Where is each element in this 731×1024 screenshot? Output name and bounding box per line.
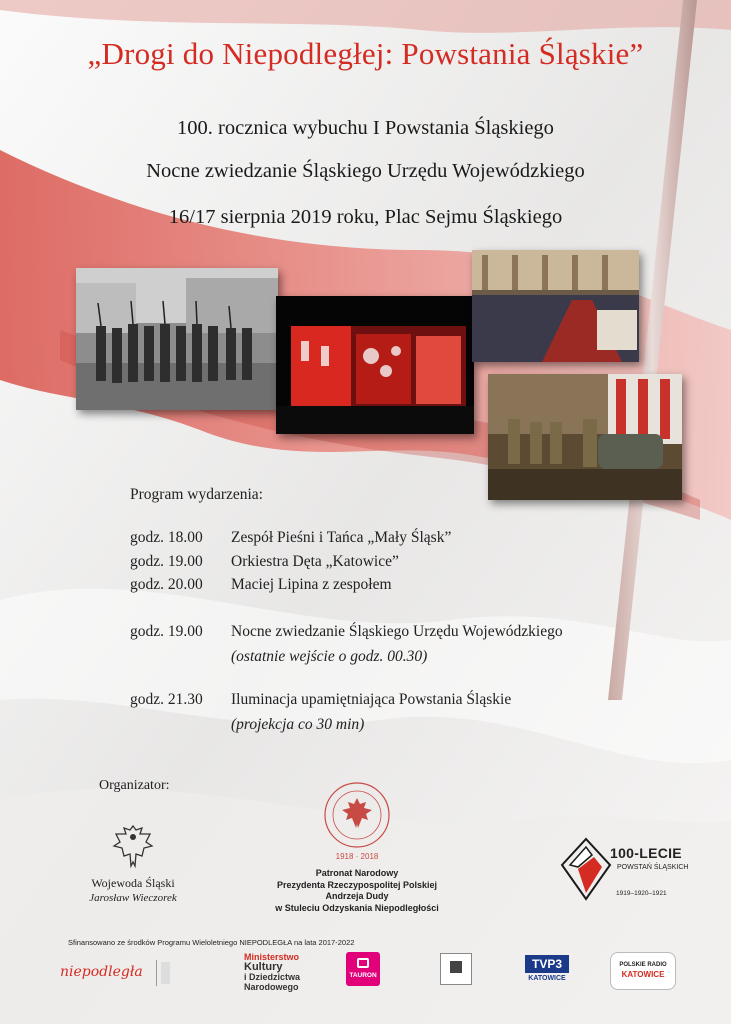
program-item [130,691,511,709]
organizer-name: Wojewoda Śląski [91,876,175,890]
sponsor-theatre-logo [440,953,472,985]
sponsor-tvp3 [525,955,569,989]
program-item [130,529,451,547]
patronage-line: Andrzeja Dudy [325,891,389,901]
radio-line: POLSKIE RADIO [619,962,667,968]
patronage-years: 1918 · 2018 [335,852,379,861]
radio-line: KATOWICE [621,970,665,979]
ministerstwo-line: Ministerstwo [244,952,300,962]
organizer-person: Jarosław Wieczorek [89,892,177,904]
page-title: „Drogi do Niepodległej: Powstania Śląskie” [87,36,644,71]
anniversary-flag-icon [560,835,612,901]
anniversary-years: 1919–1920–1921 [616,890,667,897]
sponsor-polskie-radio [610,952,676,990]
photo-illuminated-building [276,296,474,434]
niepodlegla-logo-text: niepodległa [60,964,143,980]
program-heading: Program wydarzenia: [130,486,263,503]
patronage-text [252,868,462,914]
photo-historic-insurgents [76,268,278,410]
program-time: godz. 20.00 [130,576,203,593]
subtitle-anniversary: 100. rocznica wybuchu I Powstania Śląskiego [177,117,554,139]
program-desc: Iluminacja upamiętniająca Powstania Śląskie [231,691,512,708]
anniversary-small: POWSTAŃ ŚLĄSKICH [617,864,689,871]
funding-note: Sfinansowano ze środków Programu Wieloletniego NIEPODLEGŁA na lata 2017-2022 [68,938,355,947]
tvp3-logo-text: TVP3 [525,955,569,973]
ministerstwo-line: Narodowego [244,982,299,992]
subtitle-date-place: 16/17 sierpnia 2019 roku, Plac Sejmu Śląskiego [168,206,563,228]
tvp3-city: KATOWICE [528,975,566,982]
photo-assembly-hall [472,250,639,362]
program-item [130,553,399,571]
patronage-line: Prezydenta Rzeczypospolitej Polskiej [276,879,438,890]
anniversary-big: 100-LECIE [610,845,682,861]
organizer-label: Organizator: [99,778,170,793]
program-time: godz. 18.00 [130,529,203,546]
sponsor-ministerstwo [244,952,300,992]
program-note: (projekcja co 30 min) [231,716,365,733]
program-time: godz. 19.00 [130,553,203,570]
program-desc: Orkiestra Dęta „Katowice” [231,553,399,570]
program-item [130,623,563,641]
centenary-seal-icon [322,780,392,850]
subtitle-tour: Nocne zwiedzanie Śląskiego Urzędu Wojewódzkiego [146,160,585,182]
tauron-text: TAURON [349,972,377,979]
sponsor-niepodlegla [60,954,170,994]
sponsor-tauron [346,952,380,986]
program-desc: Zespół Pieśni i Tańca „Mały Śląsk” [231,529,452,546]
photo-toy-soldiers [488,374,682,500]
program-time: godz. 19.00 [130,623,203,640]
ministerstwo-line: i Dziedzictwa [244,972,301,982]
program-desc: Maciej Lipina z zespołem [231,576,392,593]
program-time: godz. 21.30 [130,691,203,708]
patronage-line: Patronat Narodowy [315,868,399,878]
patronage-line: w Stuleciu Odzyskania Niepodległości [275,902,439,913]
program-item [130,576,392,594]
program-desc: Nocne zwiedzanie Śląskiego Urzędu Wojewódzkiego [231,623,563,640]
program-note: (ostatnie wejście o godz. 00.30) [231,648,428,665]
eagle-emblem-icon [112,822,154,870]
ministerstwo-line: Kultury [244,961,283,973]
